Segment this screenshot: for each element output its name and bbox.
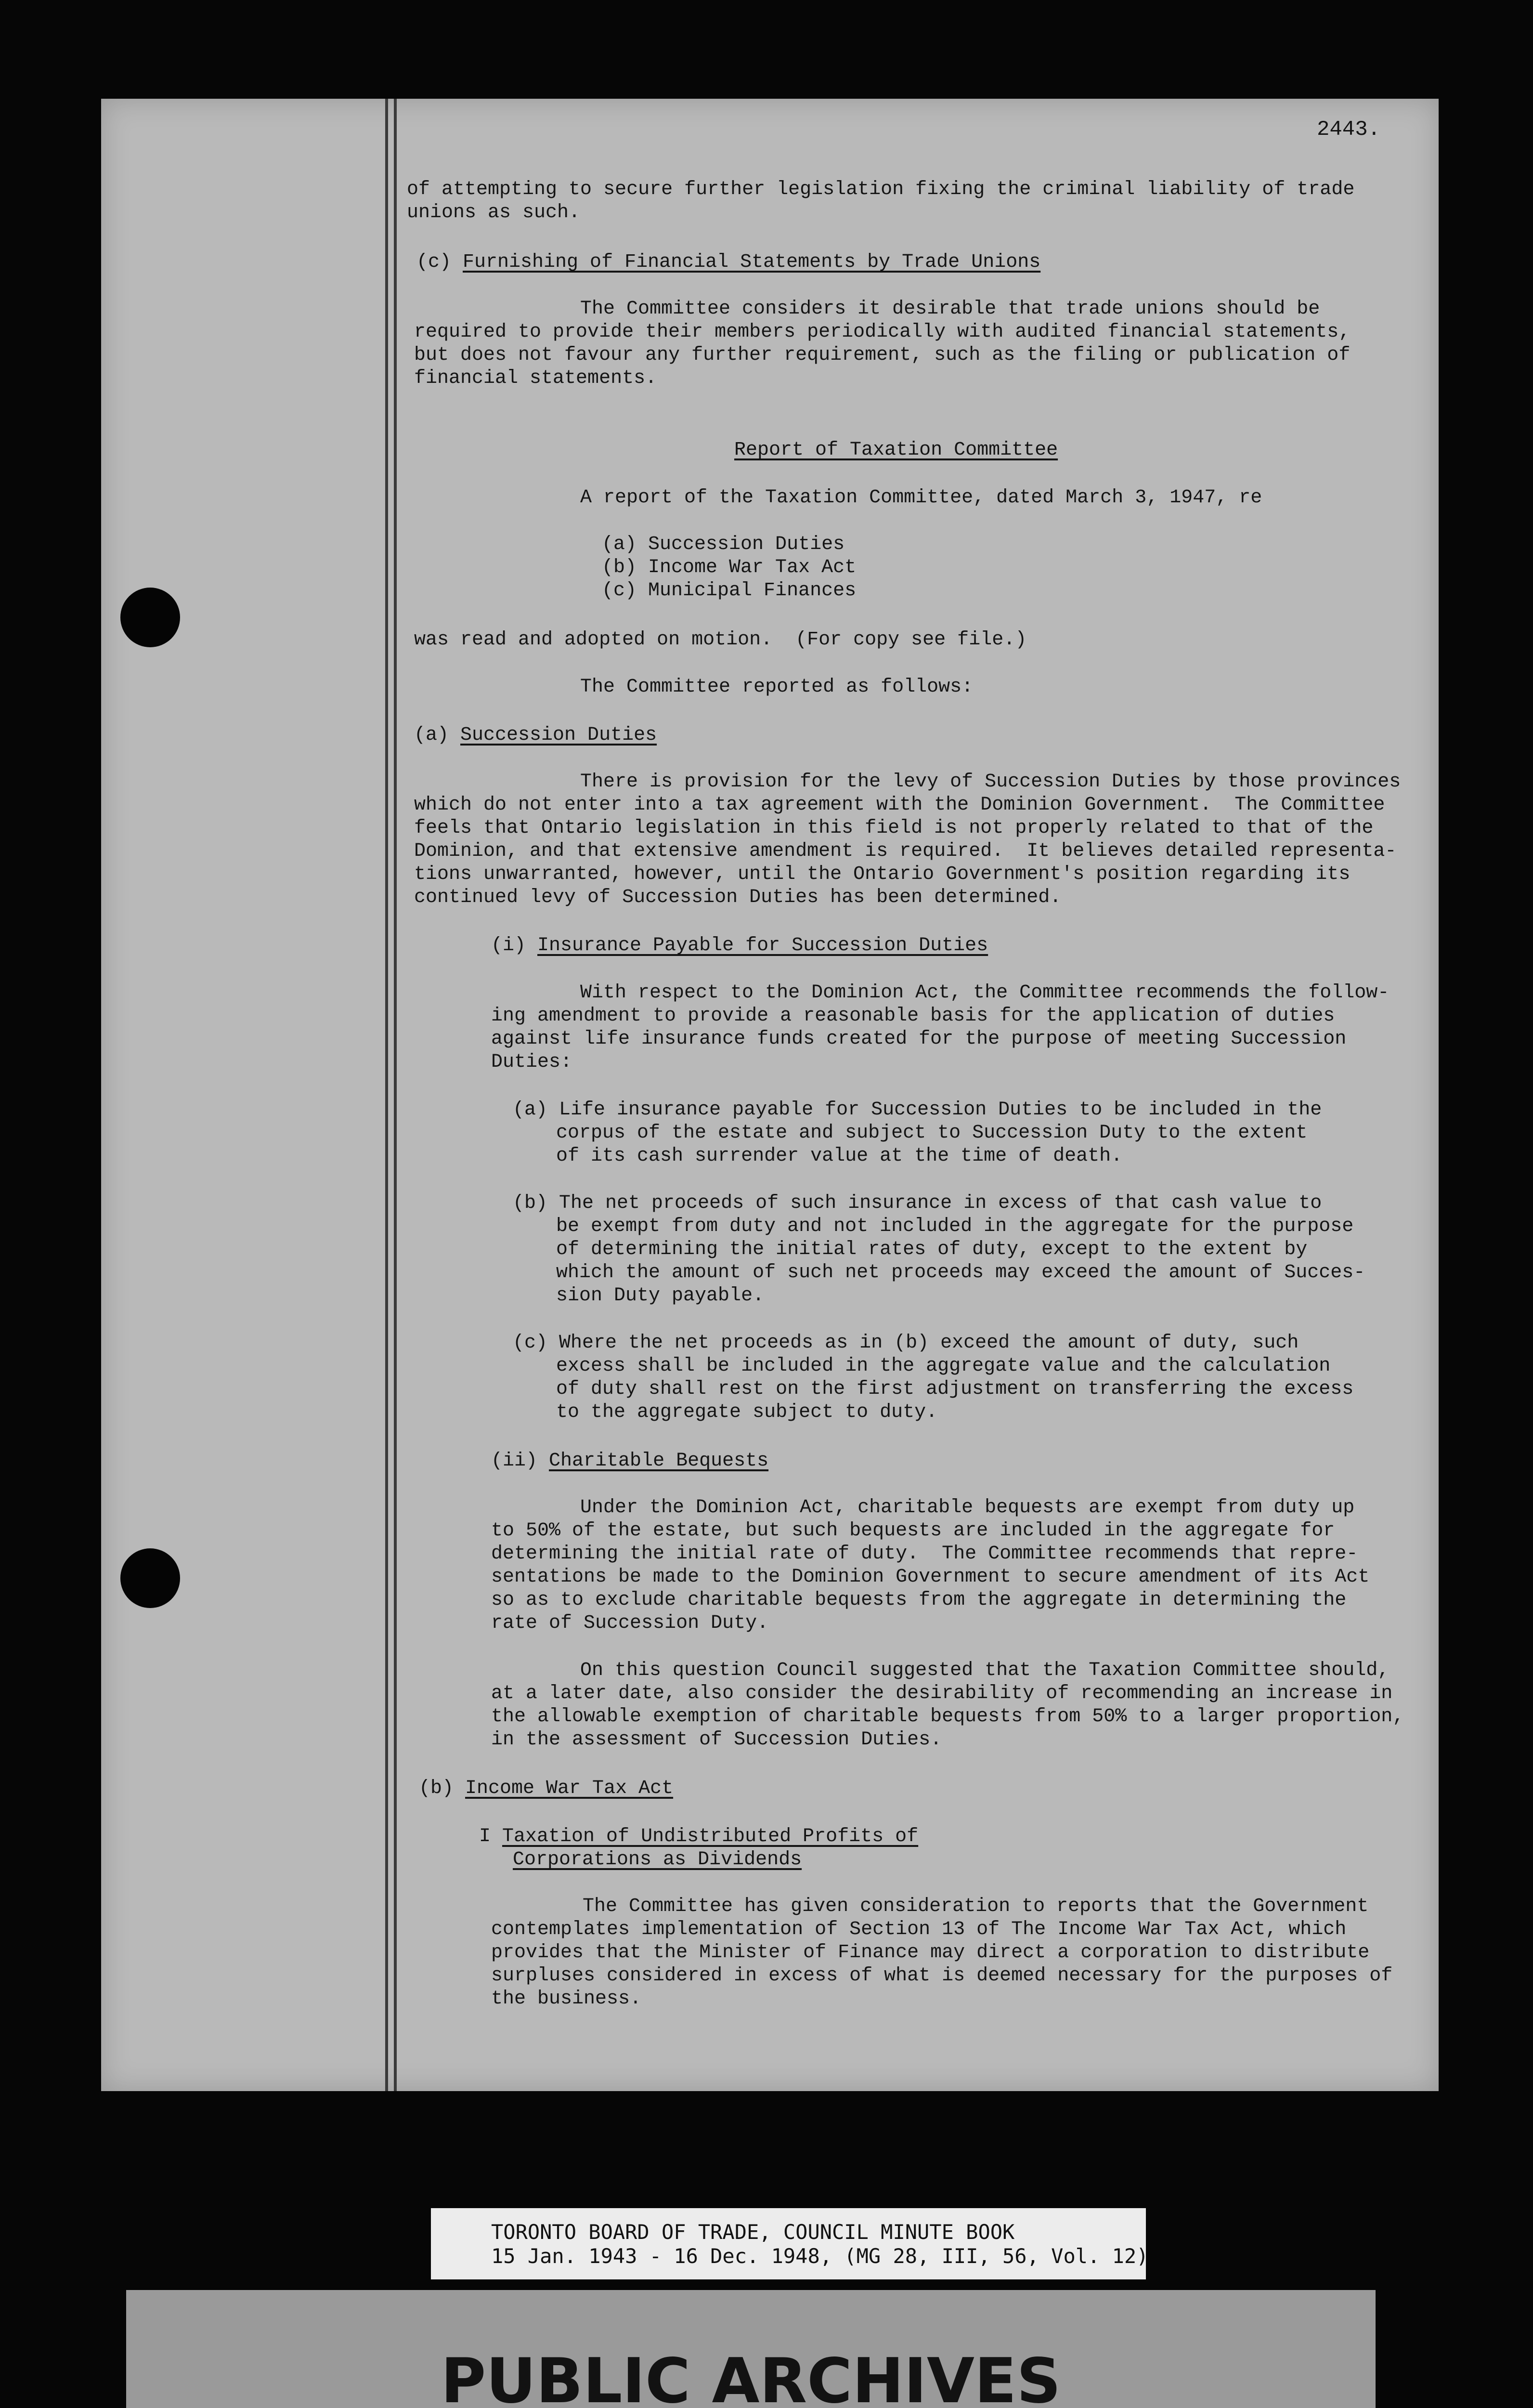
line: The Committee has given consideration to reports that the Government <box>583 1896 1369 1917</box>
line: of duty shall rest on the first adjustment on transferring the excess <box>556 1378 1354 1400</box>
archive-reference-label <box>431 2208 1149 2279</box>
heading-text: Taxation of Undistributed Profits of <box>502 1826 919 1847</box>
archives-stamp <box>126 2290 1376 2408</box>
section-heading: (i) Insurance Payable for Succession Duties <box>491 935 988 956</box>
line: feels that Ontario legislation in this field is not properly related to that of the <box>414 817 1374 839</box>
line: There is provision for the levy of Succession Duties by those provinces <box>580 771 1401 793</box>
line: be exempt from duty and not included in the aggregate for the purpose <box>556 1216 1354 1237</box>
line: The Committee considers it desirable that trade unions should be <box>580 298 1320 320</box>
report-heading: Report of Taxation Committee <box>734 439 1058 461</box>
line: excess shall be included in the aggregate value and the calculation <box>556 1355 1331 1377</box>
heading-text: Furnishing of Financial Statements by Trade Unions <box>463 251 1041 273</box>
line: Dominion, and that extensive amendment is required. It believes detailed representa- <box>414 840 1397 862</box>
line: of its cash surrender value at the time of death. <box>556 1145 1123 1167</box>
line: unions as such. <box>407 202 581 223</box>
label-line-1: TORONTO BOARD OF TRADE, COUNCIL MINUTE BOOK <box>491 2220 1015 2244</box>
page-number: 2443. <box>1317 118 1381 142</box>
line: the business. <box>491 1988 642 2010</box>
line: provides that the Minister of Finance may direct a corporation to distribute <box>491 1942 1370 1963</box>
line: so as to exclude charitable bequests from the aggregate in determining the <box>491 1589 1347 1611</box>
line: The Committee reported as follows: <box>580 676 974 698</box>
line: sentations be made to the Dominion Government to secure amendment of its Act <box>491 1566 1370 1588</box>
stamp-line-1: PUBLIC ARCHIVES <box>441 2345 1061 2408</box>
line: (a) Succession Duties <box>602 534 845 555</box>
label-line-2: 15 Jan. 1943 - 16 Dec. 1948, (MG 28, III, 56, Vol. 12) <box>491 2244 1149 2268</box>
line: sion Duty payable. <box>556 1285 765 1307</box>
heading-text: Income War Tax Act <box>465 1778 674 1799</box>
line: to 50% of the estate, but such bequests are included in the aggregate for <box>491 1520 1335 1542</box>
heading-continued: Corporations as Dividends <box>513 1849 802 1871</box>
line: rate of Succession Duty. <box>491 1612 769 1634</box>
line: was read and adopted on motion. (For copy see file.) <box>414 629 1027 651</box>
line: With respect to the Dominion Act, the Committee recommends the follow- <box>580 982 1390 1004</box>
line: Under the Dominion Act, charitable bequests are exempt from duty up <box>580 1497 1355 1518</box>
typed-text <box>101 99 1439 2091</box>
line: tions unwarranted, however, until the Ontario Government's position regarding its <box>414 864 1351 885</box>
line: A report of the Taxation Committee, dated March 3, 1947, re <box>580 487 1262 509</box>
line: ing amendment to provide a reasonable basis for the application of duties <box>491 1005 1335 1027</box>
line: (b) The net proceeds of such insurance in excess of that cash value to <box>513 1192 1322 1214</box>
section-heading: (b) Income War Tax Act <box>419 1778 674 1799</box>
line: On this question Council suggested that the Taxation Committee should, <box>580 1660 1390 1681</box>
line: corpus of the estate and subject to Succession Duty to the extent <box>556 1122 1308 1144</box>
line: but does not favour any further requirement, such as the filing or publication of <box>414 344 1351 366</box>
line: (c) Where the net proceeds as in (b) exceed the amount of duty, such <box>513 1332 1299 1354</box>
line: in the assessment of Succession Duties. <box>491 1729 942 1751</box>
line: (c) Municipal Finances <box>602 580 857 602</box>
line: of determining the initial rates of duty, except to the extent by <box>556 1239 1308 1260</box>
line: against life insurance funds created for the purpose of meeting Succession <box>491 1028 1347 1050</box>
line: contemplates implementation of Section 13 of The Income War Tax Act, which <box>491 1919 1347 1940</box>
line: continued levy of Succession Duties has been determined. <box>414 887 1062 908</box>
section-heading: (a) Succession Duties <box>414 724 657 746</box>
line: of attempting to secure further legislation fixing the criminal liability of trade <box>407 179 1355 200</box>
line: to the aggregate subject to duty. <box>556 1401 938 1423</box>
heading-text: Charitable Bequests <box>549 1450 769 1472</box>
line: at a later date, also consider the desirability of recommending an increase in <box>491 1683 1393 1704</box>
section-heading: (c) Furnishing of Financial Statements by Trade Unions <box>416 251 1041 273</box>
line: the allowable exemption of charitable bequests from 50% to a larger proportion, <box>491 1706 1404 1727</box>
section-heading: (ii) Charitable Bequests <box>491 1450 769 1472</box>
section-heading: I Taxation of Undistributed Profits of <box>479 1826 919 1847</box>
line: determining the initial rate of duty. The Committee recommends that repre- <box>491 1543 1358 1565</box>
line: (a) Life insurance payable for Succession Duties to be included in the <box>513 1099 1322 1121</box>
line: Duties: <box>491 1051 572 1073</box>
line: financial statements. <box>414 367 657 389</box>
line: which do not enter into a tax agreement with the Dominion Government. The Committee <box>414 794 1385 816</box>
document-page <box>101 99 1439 2091</box>
line: which the amount of such net proceeds may exceed the amount of Succes- <box>556 1262 1365 1283</box>
line: surpluses considered in excess of what is deemed necessary for the purposes of <box>491 1965 1393 1987</box>
heading-text: Insurance Payable for Succession Duties <box>537 935 988 956</box>
heading-text: Succession Duties <box>460 724 657 746</box>
line: required to provide their members periodically with audited financial statements, <box>414 321 1351 343</box>
line: (b) Income War Tax Act <box>602 557 857 578</box>
